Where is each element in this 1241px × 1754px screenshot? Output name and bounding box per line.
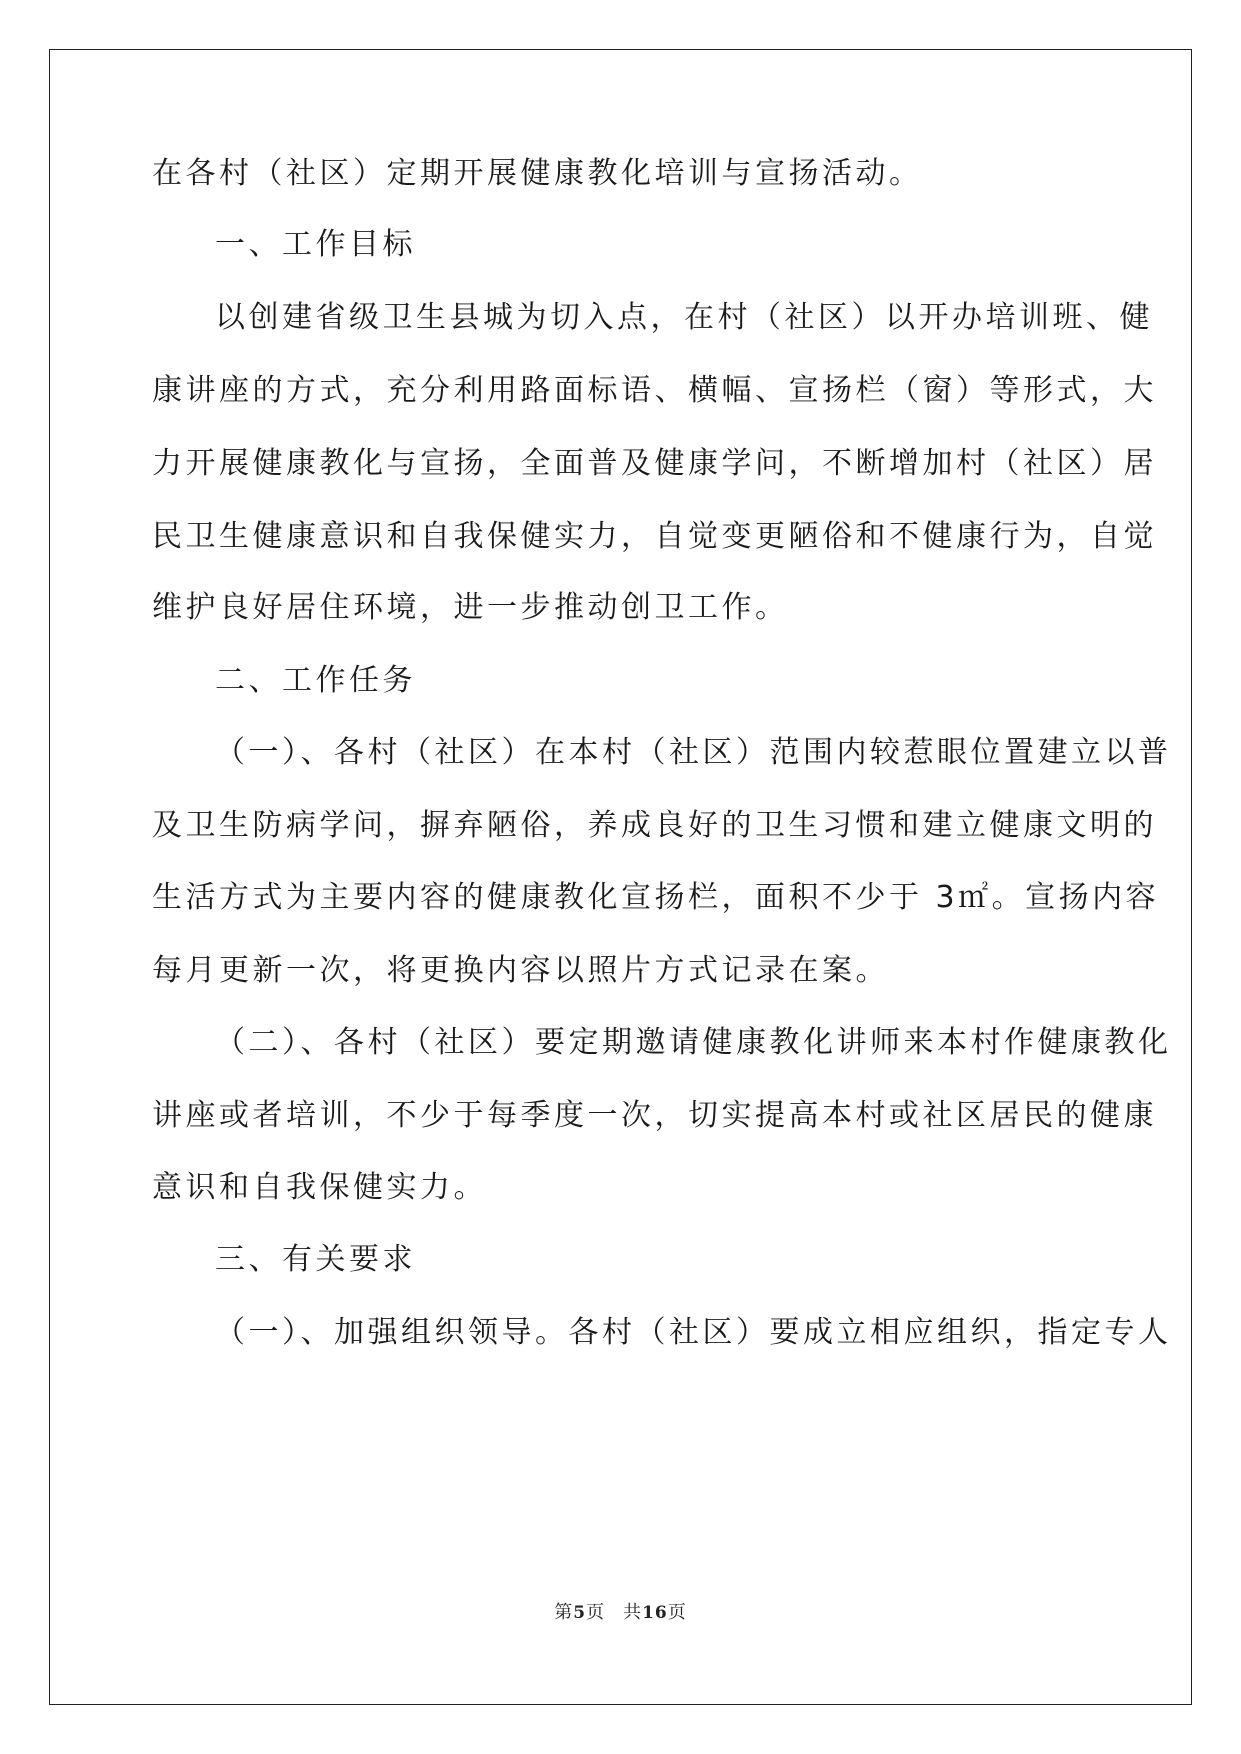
text-line: 力开展健康教化与宣扬，全面普及健康学问，不断增加村（社区）居 — [152, 446, 1157, 481]
text-line: 每月更新一次，将更换内容以照片方式记录在案。 — [152, 953, 889, 988]
page-footer — [0, 1598, 1241, 1624]
text-line: （一）、各村（社区）在本村（社区）范围内较惹眼位置建立以普 — [215, 735, 1172, 770]
text-line: 及卫生防病学问，摒弃陋俗，养成良好的卫生习惯和建立健康文明的 — [152, 808, 1157, 843]
total-pages: 16 — [642, 1603, 668, 1623]
text-line: 意识和自我保健实力。 — [152, 1170, 487, 1205]
text-line: 康讲座的方式，充分利用路面标语、横幅、宣扬栏（窗）等形式，大 — [152, 373, 1157, 408]
page-prefix: 第 — [554, 1602, 574, 1623]
section-heading: 三、有关要求 — [215, 1242, 416, 1277]
page-suffix: 页 — [586, 1602, 606, 1623]
text-line: （二）、各村（社区）要定期邀请健康教化讲师来本村作健康教化 — [215, 1025, 1172, 1060]
total-prefix: 共 — [623, 1602, 643, 1623]
text-line: 讲座或者培训，不少于每季度一次，切实提高本村或社区居民的健康 — [152, 1098, 1157, 1133]
total-suffix: 页 — [667, 1602, 687, 1623]
text-line: 维护良好居住环境，进一步推动创卫工作。 — [152, 590, 789, 625]
section-heading: 二、工作任务 — [215, 663, 416, 698]
page-number: 5 — [573, 1603, 587, 1623]
text-line: 在各村（社区）定期开展健康教化培训与宣扬活动。 — [152, 156, 923, 191]
section-heading: 一、工作目标 — [215, 227, 416, 262]
text-line: 生活方式为主要内容的健康教化宣扬栏，面积不少于 3㎡。宣扬内容 — [152, 880, 1160, 915]
text-line: （一）、加强组织领导。各村（社区）要成立相应组织，指定专人 — [215, 1315, 1172, 1350]
text-line: 民卫生健康意识和自我保健实力，自觉变更陋俗和不健康行为，自觉 — [152, 519, 1157, 554]
text-line: 以创建省级卫生县城为切入点，在村（社区）以开办培训班、健 — [215, 300, 1153, 335]
